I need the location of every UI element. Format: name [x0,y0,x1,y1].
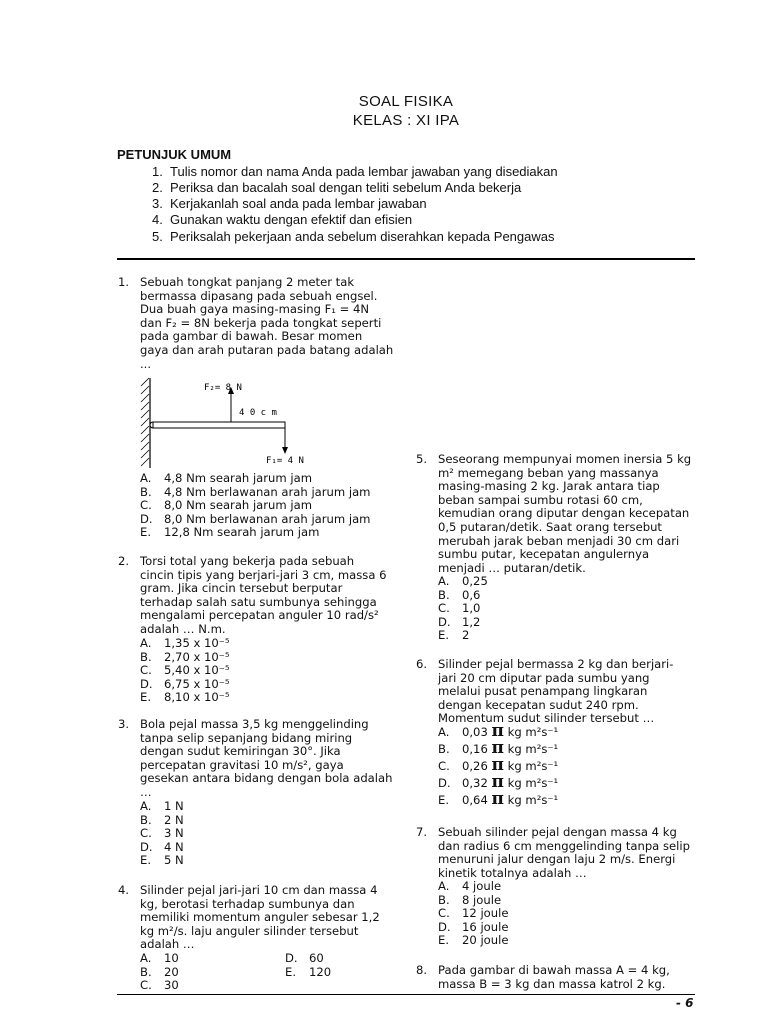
option[interactable]: E. 20 joule [438,933,509,948]
footer-divider [117,994,695,995]
option[interactable]: E. 5 N [140,853,184,868]
label-f2: F₂= 8 N [204,383,242,393]
option[interactable]: C. 12 joule [438,906,509,921]
option[interactable]: D. 8,0 Nm berlawanan arah jarum jam [140,511,371,526]
instruction-item: 5. Periksalah pekerjaan anda sebelum diserahkan kepada Pengawas [152,229,555,244]
option[interactable]: E. 8,10 x 10⁻⁵ [140,690,230,705]
option[interactable]: D. 6,75 x 10⁻⁵ [140,676,230,691]
page-number: - 6 [676,996,694,1010]
header-divider [117,258,695,260]
instruction-item: 1. Tulis nomor dan nama Anda pada lembar jawaban yang disediakan [152,164,558,179]
option[interactable]: C. 8,0 Nm searah jarum jam [140,498,312,513]
question-number: 4. [118,883,130,897]
option[interactable]: B. 0,16 π kg m²s⁻¹ [438,738,559,758]
question-number: 1. [118,275,130,289]
pi-symbol: π [491,772,504,792]
option[interactable]: A. 10 [140,951,179,965]
option[interactable]: D. 16 joule [438,919,509,934]
instruction-item: 2. Periksa dan bacalah soal dengan teliti sebelum Anda bekerja [152,180,522,195]
pi-symbol: π [491,738,504,758]
lever-diagram [138,372,308,472]
question-text: Sebuah silinder pejal dengan massa 4 kg dan radius 6 cm menggelinding tanpa selip menuruni jalur dengan laju 2 m/s. Energi kinetik totalnya adalah … [438,825,690,880]
wall-hatching [141,378,149,466]
pi-symbol: π [491,789,504,809]
title-line-2: KELAS : XI IPA [352,112,460,129]
option[interactable]: E. 120 [285,964,332,979]
option[interactable]: E. 0,64 π kg m²s⁻¹ [438,789,559,809]
option[interactable]: A. 1,35 x 10⁻⁵ [140,636,230,650]
instruction-item: 3. Kerjakanlah soal anda pada lembar jawaban [152,196,427,211]
pi-symbol: π [491,721,504,741]
question-text: Silinder pejal jari-jari 10 cm dan massa 4 kg, berotasi terhadap sumbunya dan memiliki momentum anguler sebesar 1,2 kg m²/s. laju anguler silinder tersebut adalah … [140,883,380,952]
question-text: Torsi total yang bekerja pada sebuah cincin tipis yang berjari-jari 3 cm, massa 6 gram. Jika cincin tersebut berputar terhadap salah satu sumbunya sehingga mengalami percepatan anguler 10 rad/s² adalah … N.m. [140,554,387,636]
option[interactable]: E. 2 [438,628,470,643]
option[interactable]: C. 30 [140,978,179,993]
instruction-item: 4. Gunakan waktu dengan efektif dan efisien [152,212,413,227]
option[interactable]: A. 1 N [140,799,184,813]
question-text: Sebuah tongkat panjang 2 meter tak bermassa dipasang pada sebuah engsel. Dua buah gaya masing-masing F₁ = 4N dan F₂ = 8N bekerja pada tongkat seperti pada gambar di bawah. Besar momen gaya dan arah putaran pada batang adalah ... [140,275,394,371]
option[interactable]: C. 0,26 π kg m²s⁻¹ [438,755,559,775]
pi-symbol: π [491,755,504,775]
general-instructions-heading: PETUNJUK UMUM [117,147,232,162]
title-line-1: SOAL FISIKA [358,93,454,110]
question-text: Silinder pejal bermassa 2 kg dan berjari- jari 20 cm diputar pada sumbu yang melalui pusat penampang lingkaran dengan kecepatan sudut 240 rpm. Momentum sudut silinder tersebut … [438,657,674,726]
option[interactable]: C. 3 N [140,826,184,841]
option[interactable]: E. 12,8 Nm searah jarum jam [140,525,320,540]
option[interactable]: A. 0,25 [438,574,488,588]
question-text: Bola pejal massa 3,5 kg menggelinding tanpa selip sepanjang bidang miring dengan sudut kemiringan 30°. Jika percepatan gravitasi 10 m/s², gaya gesekan antara bidang dengan bola adalah … [140,717,393,799]
question-number: 8. [416,963,428,977]
arrow-down-icon [282,447,288,454]
label-f1: F₁= 4 N [266,456,304,466]
option[interactable]: B. 4,8 Nm berlawanan arah jarum jam [140,484,371,499]
option[interactable]: B. 2,70 x 10⁻⁵ [140,649,230,664]
option[interactable]: A. 0,03 π kg m²s⁻¹ [438,721,559,741]
option[interactable]: C. 1,0 [438,601,481,616]
option[interactable]: B. 2 N [140,812,184,827]
option[interactable]: D. 60 [285,951,324,965]
option[interactable]: B. 8 joule [438,892,502,907]
question-text: Pada gambar di bawah massa A = 4 kg, massa B = 3 kg dan massa katrol 2 kg. [438,963,670,991]
rod [153,422,285,428]
question-number: 2. [118,554,130,568]
label-distance: 4 0 c m [239,408,277,418]
question-text: Seseorang mempunyai momen inersia 5 kg m² memegang beban yang massanya masing-masing 2 kg. Jarak antara tiap beban sampai sumbu rotasi 60 cm, kemudian orang diputar dengan kecepatan 0,5 putaran/detik. Saat orang tersebut merubah jarak beban menjadi 30 cm dari sumbu putar, kecepatan angulernya menjadi … putaran/detik. [438,452,692,575]
option[interactable]: C. 5,40 x 10⁻⁵ [140,663,230,678]
option[interactable]: D. 0,32 π kg m²s⁻¹ [438,772,559,792]
option[interactable]: D. 4 N [140,839,184,854]
option[interactable]: B. 0,6 [438,587,481,602]
question-number: 3. [118,717,130,731]
question-number: 5. [416,452,428,466]
option[interactable]: D. 1,2 [438,614,481,629]
question-number: 7. [416,825,428,839]
option[interactable]: B. 20 [140,964,179,979]
option[interactable]: A. 4 joule [438,879,502,893]
question-number: 6. [416,657,428,671]
option[interactable]: A. 4,8 Nm searah jarum jam [140,471,312,485]
